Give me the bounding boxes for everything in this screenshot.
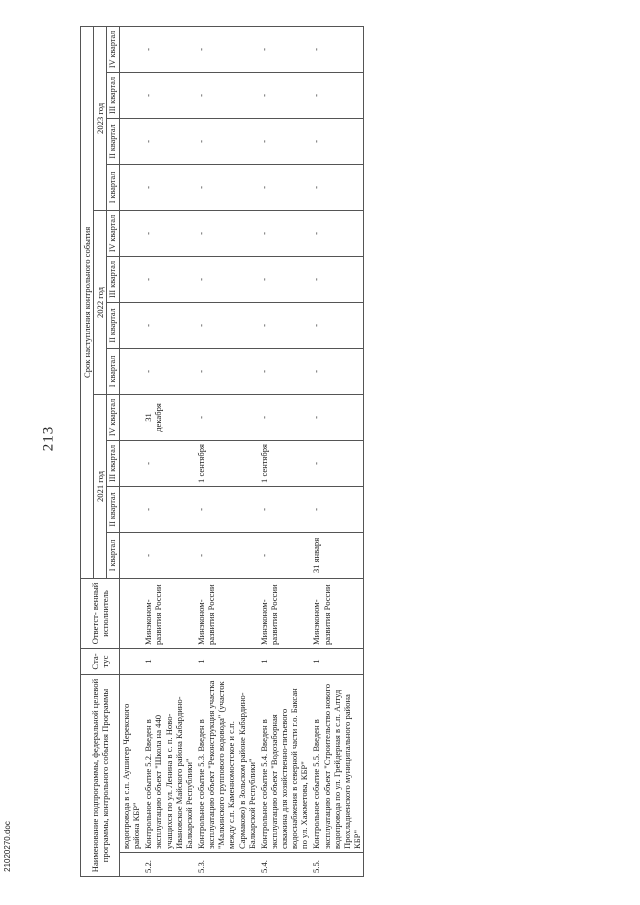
quarter-cell: - xyxy=(310,72,363,118)
table-row xyxy=(310,26,363,876)
quarter-cell: - xyxy=(310,256,363,302)
event-status: 1 xyxy=(142,648,195,674)
quarter-cell: - xyxy=(195,348,258,394)
quarter-cell: - xyxy=(195,164,258,210)
quarter-cell: - xyxy=(258,256,311,302)
header-status: Ста- тус xyxy=(81,648,120,674)
header-quarter: I квартал xyxy=(107,164,120,210)
quarter-cell: - xyxy=(142,210,195,256)
event-name: Контрольное событие 5.5. Введен в эксплуатацию объект "Строительство нового водопровода по ул. Грейдерная в с.п. Алтуд Прохладненского муниципального района КБР" xyxy=(310,674,363,852)
header-quarter: IV квартал xyxy=(107,394,120,440)
event-status: 1 xyxy=(258,648,311,674)
quarter-cell: 31 декабря xyxy=(142,394,195,440)
quarter-cell: 1 сентября xyxy=(258,440,311,486)
header-name: Наименование подпрограммы, федеральной целевой программы, контрольного события Программы xyxy=(81,674,120,876)
quarter-cell xyxy=(119,210,142,256)
quarter-cell: - xyxy=(310,394,363,440)
quarter-cell xyxy=(119,486,142,532)
quarter-cell: - xyxy=(258,486,311,532)
quarter-cell: - xyxy=(258,302,311,348)
quarter-cell: - xyxy=(310,26,363,72)
event-name: водопровода в с.п. Аушигер Черекского района КБР" xyxy=(119,674,142,852)
quarter-cell: - xyxy=(258,532,311,578)
footer-doc-code: 21020270.doc xyxy=(2,821,12,872)
quarter-cell: - xyxy=(310,118,363,164)
quarter-cell xyxy=(119,532,142,578)
quarter-cell: - xyxy=(142,72,195,118)
event-executor: Минэконом-развития России xyxy=(310,578,363,648)
quarter-cell: - xyxy=(310,210,363,256)
header-term: Срок наступления контрольного события xyxy=(81,26,94,578)
page-number: 213 xyxy=(40,425,57,452)
header-quarter: II квартал xyxy=(107,302,120,348)
quarter-cell: - xyxy=(195,72,258,118)
quarter-cell: - xyxy=(195,532,258,578)
quarter-cell xyxy=(119,440,142,486)
header-year-2022: 2022 год xyxy=(94,210,107,394)
event-executor: Минэконом-развития России xyxy=(142,578,195,648)
quarter-cell: - xyxy=(142,26,195,72)
quarter-cell: - xyxy=(258,210,311,256)
quarter-cell: - xyxy=(195,302,258,348)
header-quarter: II квартал xyxy=(107,118,120,164)
event-status xyxy=(119,648,142,674)
quarter-cell xyxy=(119,72,142,118)
quarter-cell: - xyxy=(310,348,363,394)
quarter-cell xyxy=(119,302,142,348)
event-name: Контрольное событие 5.2. Введен в эксплуатацию объект "Школа на 440 учащихся по ул. Ленина в с. п. Ново-Ивановское Майского района Кабардино-Балкарской Республики" xyxy=(142,674,195,852)
header-quarter: III квартал xyxy=(107,72,120,118)
header-quarter: III квартал xyxy=(107,256,120,302)
header-year-2021: 2021 год xyxy=(94,394,107,578)
header-quarter: II квартал xyxy=(107,486,120,532)
quarter-cell: - xyxy=(142,486,195,532)
quarter-cell: - xyxy=(142,118,195,164)
header-executor: Ответст- венный исполнитель xyxy=(81,578,120,648)
quarter-cell: - xyxy=(142,440,195,486)
table-row xyxy=(258,26,311,876)
quarter-cell: - xyxy=(258,118,311,164)
row-number: 5.4. xyxy=(258,853,311,877)
event-executor xyxy=(119,578,142,648)
header-quarter: I квартал xyxy=(107,348,120,394)
table-row xyxy=(195,26,258,876)
quarter-cell: - xyxy=(195,256,258,302)
header-quarter: I квартал xyxy=(107,532,120,578)
quarter-cell: 31 января xyxy=(310,532,363,578)
quarter-cell: - xyxy=(258,26,311,72)
quarter-cell: - xyxy=(142,302,195,348)
quarter-cell: - xyxy=(195,394,258,440)
quarter-cell xyxy=(119,394,142,440)
quarter-cell xyxy=(119,164,142,210)
quarter-cell: - xyxy=(142,348,195,394)
rotated-table-container xyxy=(80,27,600,877)
quarter-cell xyxy=(119,256,142,302)
quarter-cell xyxy=(119,118,142,164)
quarter-cell xyxy=(119,26,142,72)
row-number: 5.5. xyxy=(310,853,363,877)
quarter-cell: - xyxy=(142,164,195,210)
header-quarter: IV квартал xyxy=(107,210,120,256)
control-events-table xyxy=(80,26,364,877)
quarter-cell: - xyxy=(195,210,258,256)
quarter-cell: - xyxy=(258,348,311,394)
quarter-cell xyxy=(119,348,142,394)
quarter-cell: - xyxy=(310,440,363,486)
quarter-cell: - xyxy=(195,486,258,532)
quarter-cell: - xyxy=(142,532,195,578)
quarter-cell: - xyxy=(258,164,311,210)
row-number: 5.2. xyxy=(142,853,195,877)
header-quarter: III квартал xyxy=(107,440,120,486)
quarter-cell: - xyxy=(258,72,311,118)
quarter-cell: - xyxy=(310,302,363,348)
event-status: 1 xyxy=(310,648,363,674)
event-executor: Минэконом-развития России xyxy=(258,578,311,648)
event-status: 1 xyxy=(195,648,258,674)
table-row xyxy=(119,26,142,876)
table-row xyxy=(142,26,195,876)
quarter-cell: - xyxy=(142,256,195,302)
quarter-cell: - xyxy=(195,118,258,164)
quarter-cell: - xyxy=(310,486,363,532)
event-name: Контрольное событие 5.4. Введен в эксплуатацию объект "Водозаборная скважина для хозяйственно-питьевого водоснабжения в северной части г.о. Баксан по ул. Хажметова, КБР" xyxy=(258,674,311,852)
header-year-2023: 2023 год xyxy=(94,26,107,210)
event-name: Контрольное событие 5.3. Введен в эксплуатацию объект "Реконструкция участка "Малкинского группового водовода" (участок между с.п. Каменномостское и с.п. Сармаково) в Зольском районе Кабардино-Балкарской Республики" xyxy=(195,674,258,852)
table-body xyxy=(119,26,363,876)
quarter-cell: - xyxy=(258,394,311,440)
row-number xyxy=(119,853,142,877)
event-executor: Минэконом-развития России xyxy=(195,578,258,648)
header-quarter: IV квартал xyxy=(107,26,120,72)
quarter-cell: - xyxy=(195,26,258,72)
row-number: 5.3. xyxy=(195,853,258,877)
quarter-cell: 1 сентября xyxy=(195,440,258,486)
quarter-cell: - xyxy=(310,164,363,210)
